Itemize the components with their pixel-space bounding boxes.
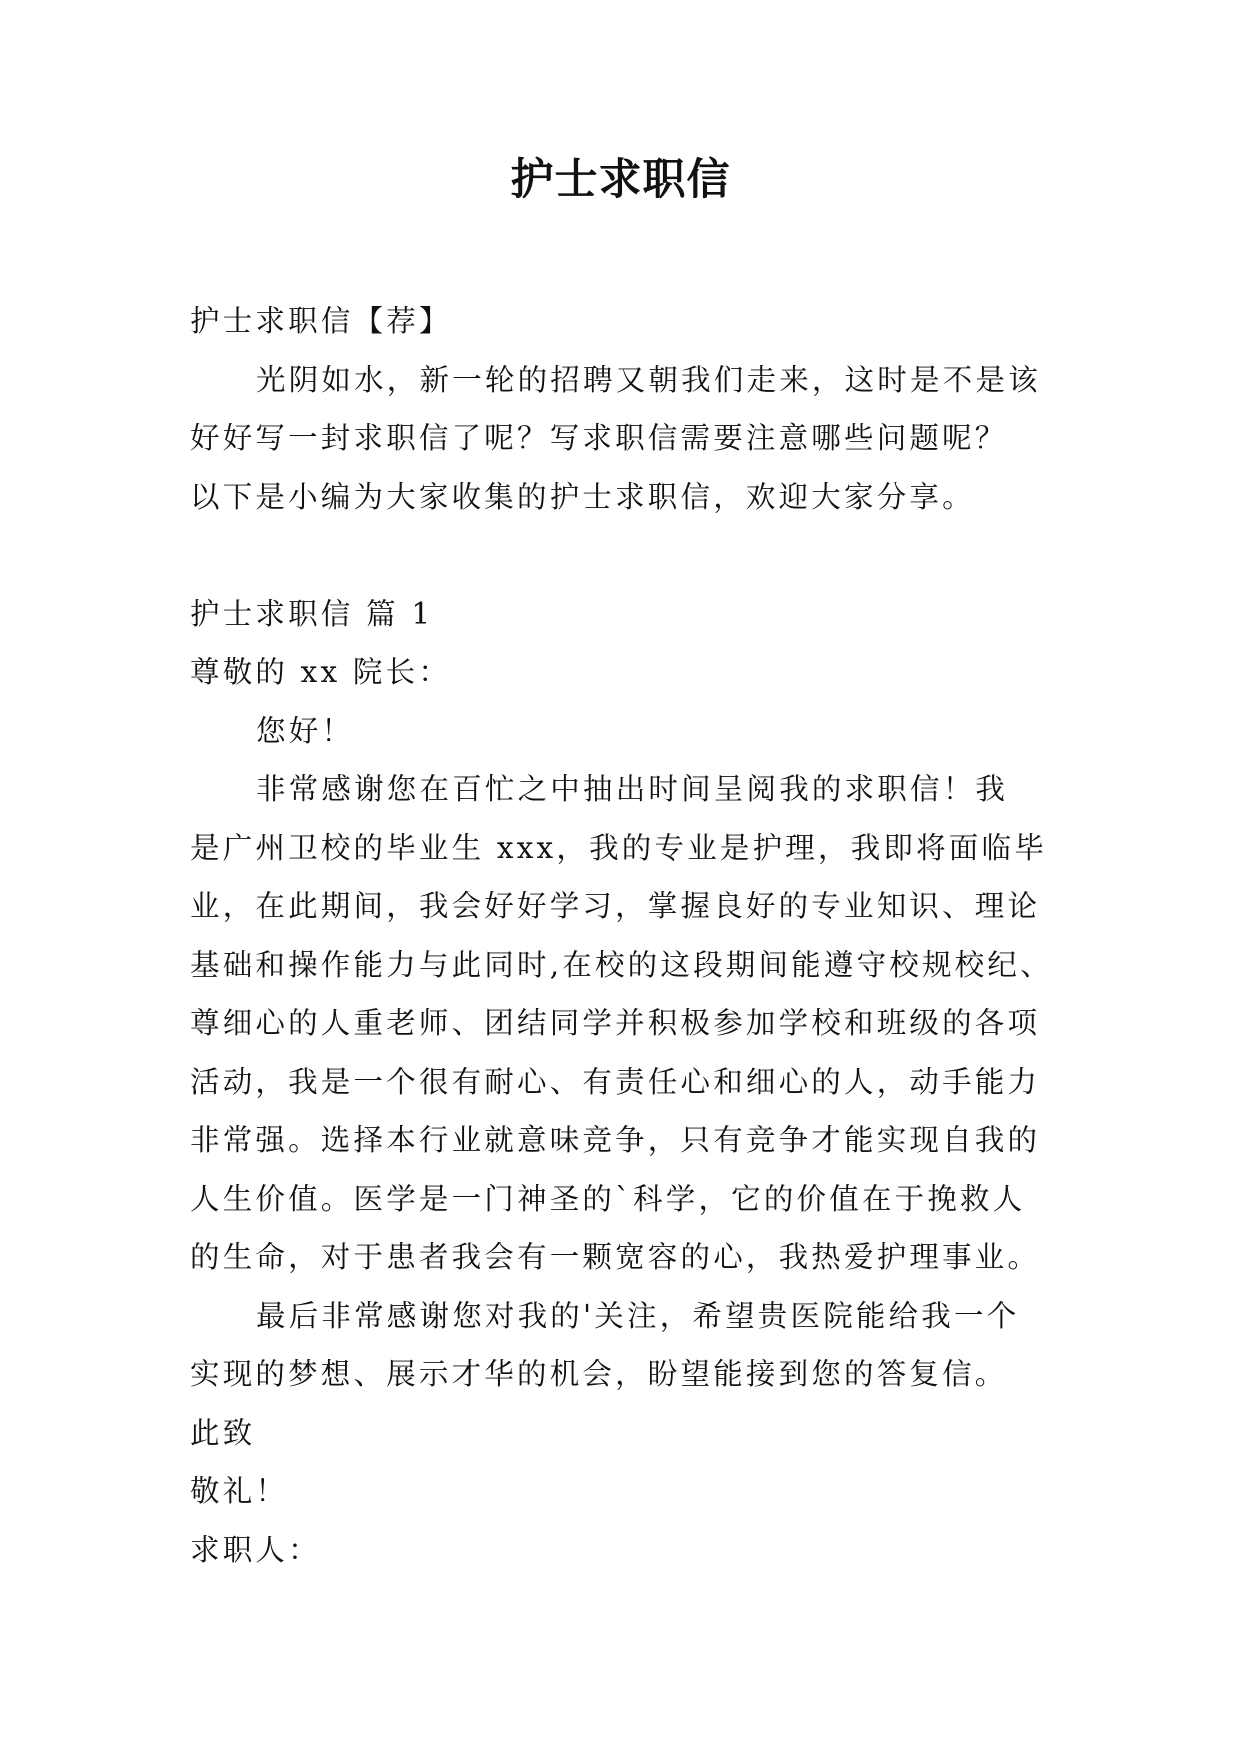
document-body [190,292,1060,1579]
closing-line: 此致 [190,1415,256,1450]
paragraph-line: 人生价值。医学是一门神圣的`科学，它的价值在于挽救人 [190,1181,1026,1216]
intro-line: 光阴如水，新一轮的招聘又朝我们走来，这时是不是该 [256,362,1041,397]
document-subtitle: 护士求职信【荐】 [190,304,452,338]
closing-line: 敬礼！ [190,1474,289,1508]
paragraph-line: 实现的梦想、展示才华的机会，盼望能接到您的答复信。 [190,1357,1008,1391]
paragraph-line: 尊细心的人重老师、团结同学并积极参加学校和班级的各项 [190,1006,1041,1040]
section-heading: 护士求职信 篇 1 [190,596,434,631]
signature-label: 求职人： [190,1532,321,1567]
salutation: 尊敬的 xx 院长： [190,655,452,689]
intro-line: 好好写一封求职信了呢？写求职信需要注意哪些问题呢？ [190,421,1008,455]
paragraph-line: 是广州卫校的毕业生 xxx，我的专业是护理，我即将面临毕 [190,830,1047,865]
paragraph-line: 基础和操作能力与此同时,在校的这段期间能遵守校规校纪、 [190,947,1053,982]
greeting: 您好！ [256,713,355,748]
paragraph-line: 非常强。选择本行业就意味竞争，只有竞争才能实现自我的 [190,1123,1041,1157]
paragraph-line: 非常感谢您在百忙之中抽出时间呈阅我的求职信！我 [256,772,1009,806]
paragraph-line: 活动，我是一个很有耐心、有责任心和细心的人，动手能力 [190,1064,1041,1099]
intro-line: 以下是小编为大家收集的护士求职信，欢迎大家分享。 [190,479,975,514]
blank-line [190,526,1060,585]
document-title: 护士求职信 [510,155,731,205]
paragraph-line: 最后非常感谢您对我的'关注，希望贵医院能给我一个 [256,1298,1020,1333]
paragraph-line: 业，在此期间，我会好好学习，掌握良好的专业知识、理论 [190,889,1041,923]
paragraph-line: 的生命，对于患者我会有一颗宽容的心，我热爱护理事业。 [190,1240,1041,1274]
